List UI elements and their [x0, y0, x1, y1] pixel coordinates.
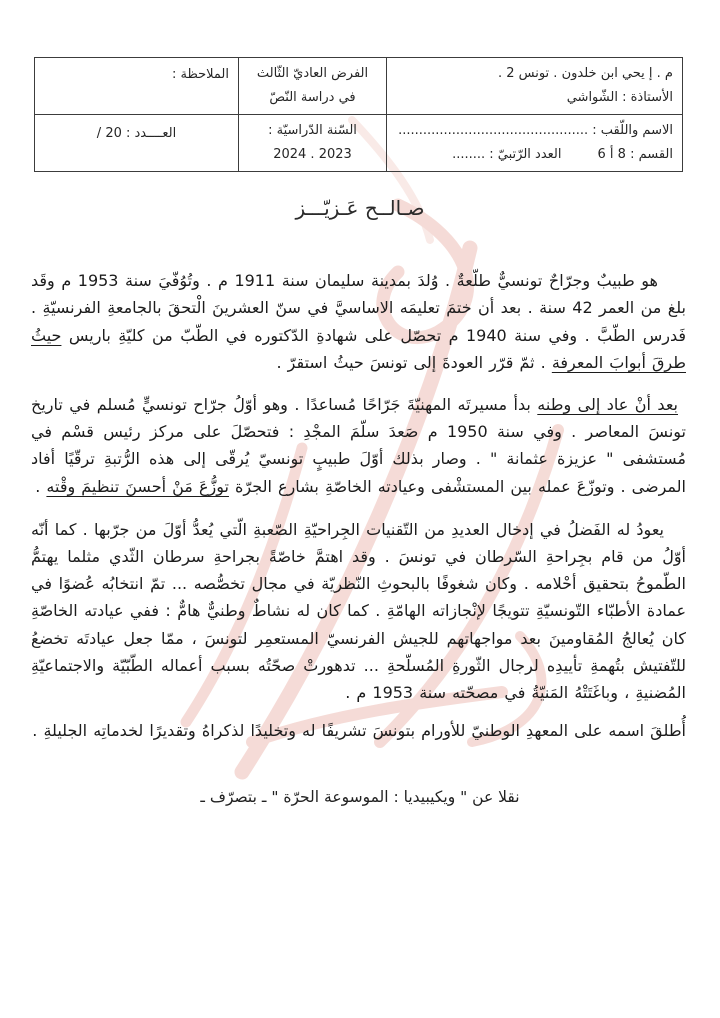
underlined-phrase: حيثُ طرقَ أبوابَ المعرفة	[31, 325, 686, 372]
paragraph	[31, 391, 686, 500]
text-segment: يعودُ له الفَضلُ في إدخال العديدِ من التّقنيات الجِراحيّةِ الصّعبةِ الّتي يُعدُّ أوّلَ من جرّبها . كما أنّه أوّلُ من قام بجِراحةِ السّرطان في تونسَ . وقد اهتمَّ خاصّةً بجراحةِ سرطان الثّدي مثلما يهتمُّ الطّموحُ بتحقيق أحْلامه . وكان شغوفًا بالبحوثِ النّظريّة في مجال تخصُّصه ... تمّ انتخابُه عُضوًا في عمادة الأطبّاء التّونسيّةِ تتويجًا لإنْجازاته الهامّةِ . كما كان له نشاطٌ وطنيٌّ هامٌّ : ففي عيادته الخاصّةِ كان يُعالجُ المُقاومينَ بعد مواجهاتهم للجيش الفرنسيّ المستعمِر لتونسَ ، ممّا جعل عيادتَه تخضعُ للتّفتيش بتُهمةِ تأييدِه لرجال الثّورةِ المُسلّحةِ ... تدهورتْ صحّتُه بسبب أعماله الطّبّيّة والاجتماعيّةِ المُضنيةِ ، وباغَتَتْهُ المَنيّةُ في مصحّته سنة 1953 م .	[31, 519, 686, 703]
text-segment: . ثمّ قرّر العودةَ إلى تونسَ حيثُ استقرّ .	[276, 352, 552, 372]
text-segment: أُطلقَ اسمه على المعهدِ الوطنيّ للأورام بتونسَ تشريفًا له وتخليدًا لذكراهُ وتقديرًا لخدماتِه الجليلةِ .	[32, 721, 686, 741]
exam-title: الفرض العاديّ الثّالث	[256, 66, 369, 81]
text-segment: .	[35, 476, 47, 496]
school-name: م . إ يحي ابن خلدون . تونس 2 .	[497, 66, 673, 81]
paragraph	[31, 516, 686, 706]
student-name-line: الاسم واللّقب : ..............................................	[398, 123, 673, 139]
class-label: القسم : 8 أ 6	[597, 147, 673, 163]
score-line: العــــدد : 20 /	[96, 126, 177, 142]
header-cell-student	[387, 115, 683, 172]
underlined-phrase: توزُّعَ مَنْ أحسنَ تنظيمَ وقْته	[46, 476, 229, 496]
paragraph	[31, 717, 686, 744]
exam-subject: في دراسة النّصّ	[269, 90, 356, 106]
header-cell-score	[35, 115, 239, 172]
header-cell-year	[239, 115, 387, 172]
paragraph	[31, 267, 686, 376]
text-segment: هو طبيبٌ وجرّاحٌ تونسيٌّ طلّعةٌ . وُلدَ بمدينة سليمان سنة 1911 م . وتُوُفّيَ سنة 1953 م وقَد بلغ من العمر 42 سنة . بعد أن ختمَ تعليمَه الاساسيَّ في سنّ العشرينَ الْتحقَ بالجامعةِ الفرنسيّةِ . فَدرس الطّبَّ . وفي سنة 1940 م تحصّل على شهادةِ الدّكتوره في الطّبّ من كليّةِ باريس	[31, 271, 687, 345]
note-label: الملاحظة :	[171, 67, 229, 82]
student-class-line	[396, 143, 673, 167]
header-cell-exam	[239, 58, 387, 115]
header-cell-note	[35, 58, 239, 115]
header-cell-school	[387, 58, 683, 115]
header-table	[34, 57, 683, 172]
page-title: صـالــح عَـزيّـــز	[295, 196, 425, 221]
underlined-phrase: بعد أنْ عاد إلى وطنه	[537, 395, 678, 414]
text-body	[31, 267, 686, 744]
school-year-value: 2023 . 2024	[273, 147, 352, 163]
source-attribution: نقلا عن " ويكيبيديا : الموسوعة الحرّة " ـ بتصرّف ـ	[200, 788, 520, 807]
school-year-label: السّنة الدّراسيّة :	[268, 123, 357, 139]
teacher-name: الأستاذة : الشّواشي	[566, 90, 673, 106]
rank-label: العدد الرّتبيّ : ........	[452, 147, 562, 163]
text-segment: بدأ مسيرتَه المهنيّةَ جَرّاحًا مُساعدًا . وهو أوّلُ جرّاح تونسيٍّ مُسلم في تاريخ تونسَ المعاصر . وفي سنة 1950 م صَعدَ سلّمَ المجْدِ : فتحصّلَ على مركز رئيس قسْم في مُستشفى " عزيزة عثمانة " . وصار بذلك أوّلَ طبيبٍ تونسيّ يُرقّى إلى هذه الرُّتبةِ ترقّيًا أفاد المرضى . وتوزّعَ عمله بين المستشْفى وعيادته الخاصّةِ بشارع الجرّة	[31, 395, 687, 496]
